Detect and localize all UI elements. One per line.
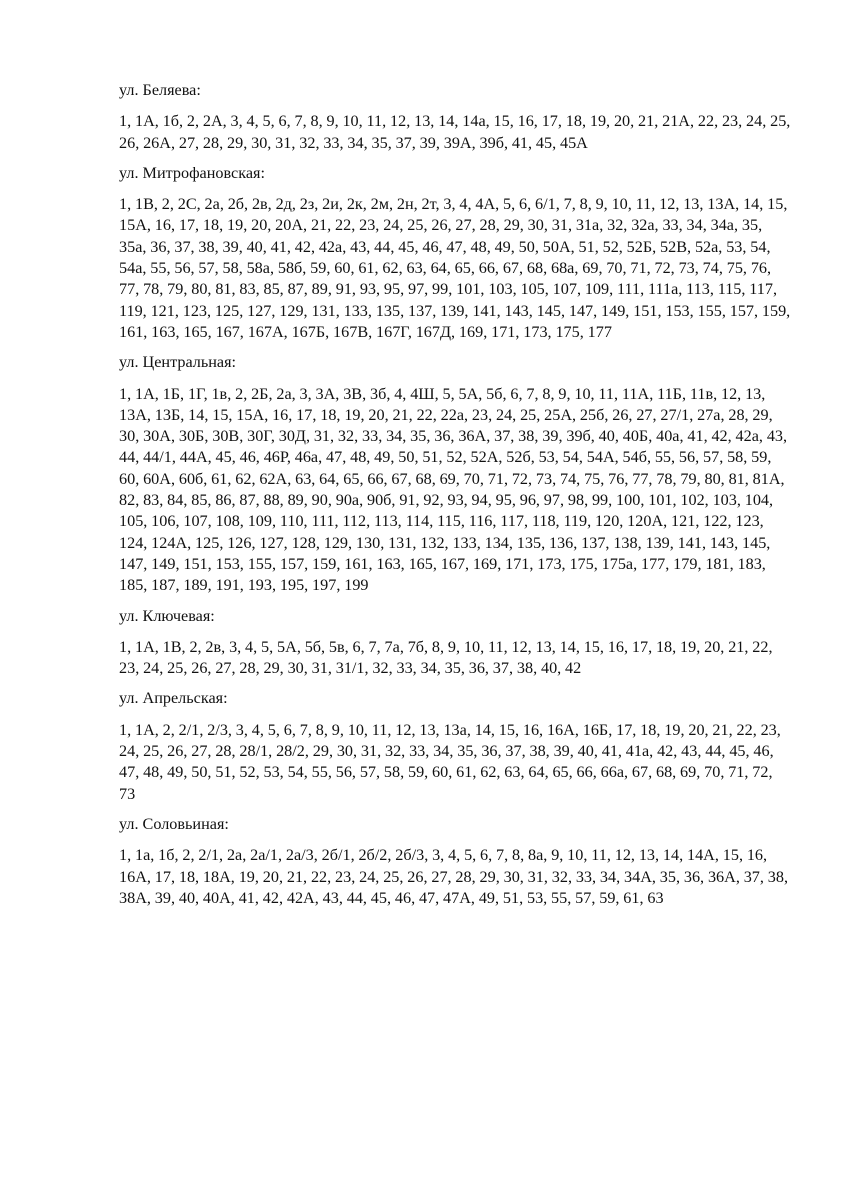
street-name: ул. Апрельская: xyxy=(119,689,228,708)
street-section-aprelskaya xyxy=(119,688,791,804)
street-name: ул. Центральная: xyxy=(119,353,237,372)
street-name: ул. Митрофановская: xyxy=(119,163,265,182)
street-name: ул. Ключевая: xyxy=(119,606,215,625)
house-number-list: 1, 1А, 1б, 2, 2А, 3, 4, 5, 6, 7, 8, 9, 10, 11, 12, 13, 14, 14а, 15, 16, 17, 18, 19, 20, 21, 21А, 22, 23, 24, 25, 26, 26А, 27, 28, 29, 30, 31, 32, 33, 34, 35, 37, 39, 39А, 39б, 41, 45, 45А xyxy=(119,112,791,152)
street-section-klyuchevaya xyxy=(119,606,791,680)
document-page xyxy=(119,80,791,918)
street-section-tsentralnaya xyxy=(119,352,791,596)
street-section-mitrofanovskaya xyxy=(119,163,791,343)
house-number-list: 1, 1а, 1б, 2, 2/1, 2а, 2а/1, 2а/3, 2б/1, 2б/2, 2б/3, 3, 4, 5, 6, 7, 8, 8а, 9, 10, 11, 12, 13, 14, 14А, 15, 16, 16А, 17, 18, 18А, 19, 20, 21, 22, 23, 24, 25, 26, 27, 28, 29, 30, 31, 32, 33, 34, 34А, 35, 36, 36А, 37, 38, 38А, 39, 40, 40А, 41, 42, 42А, 43, 44, 45, 46, 47, 47А, 49, 51, 53, 55, 57, 59, 61, 63 xyxy=(119,846,789,907)
house-number-list: 1, 1В, 2, 2С, 2а, 2б, 2в, 2д, 2з, 2и, 2к, 2м, 2н, 2т, 3, 4, 4А, 5, 6, 6/1, 7, 8, 9, 10, 11, 12, 13, 13А, 14, 15, 15А, 16, 17, 18, 19, 20, 20А, 21, 22, 23, 24, 25, 26, 27, 28, 29, 30, 31, 31а, 32, 32а, 33, 34, 34а, 35, 35а, 36, 37, 38, 39, 40, 41, 42, 42а, 43, 44, 45, 46, 47, 48, 49, 50, 50А, 51, 52, 52Б, 52В, 52а, 53, 54, 54а, 55, 56, 57, 58, 58а, 58б, 59, 60, 61, 62, 63, 64, 65, 66, 67, 68, 68а, 69, 70, 71, 72, 73, 74, 75, 76, 77, 78, 79, 80, 81, 83, 85, 87, 89, 91, 93, 95, 97, 99, 101, 103, 105, 107, 109, 111, 111а, 113, 115, 117, 119, 121, 123, 125, 127, 129, 131, 133, 135, 137, 139, 141, 143, 145, 147, 149, 151, 153, 155, 157, 159, 161, 163, 165, 167, 167А, 167Б, 167В, 167Г, 167Д, 169, 171, 173, 175, 177 xyxy=(119,195,791,341)
house-number-list: 1, 1А, 1В, 2, 2в, 3, 4, 5, 5А, 5б, 5в, 6, 7, 7а, 7б, 8, 9, 10, 11, 12, 13, 14, 15, 16, 17, 18, 19, 20, 21, 22, 23, 24, 25, 26, 27, 28, 29, 30, 31, 31/1, 32, 33, 34, 35, 36, 37, 38, 40, 42 xyxy=(119,637,773,678)
street-name: ул. Соловьиная: xyxy=(119,814,229,833)
house-number-list: 1, 1А, 1Б, 1Г, 1в, 2, 2Б, 2а, 3, 3А, 3В, 3б, 4, 4Ш, 5, 5А, 5б, 6, 7, 8, 9, 10, 11, 11А, 11Б, 11в, 12, 13, 13А, 13Б, 14, 15, 15А, 16, 17, 18, 19, 20, 21, 22, 22а, 23, 24, 25, 25А, 25б, 26, 27, 27/1, 27а, 28, 29, 30, 30А, 30Б, 30В, 30Г, 30Д, 31, 32, 33, 34, 35, 36, 36А, 37, 38, 39, 39б, 40, 40Б, 40а, 41, 42, 42а, 43, 44, 44/1, 44А, 45, 46, 46Р, 46а, 47, 48, 49, 50, 51, 52, 52А, 52б, 53, 54, 54А, 54б, 55, 56, 57, 58, 59, 60, 60А, 60б, 61, 62, 62А, 63, 64, 65, 66, 67, 68, 69, 70, 71, 72, 73, 74, 75, 76, 77, 78, 79, 80, 81, 81А, 82, 83, 84, 85, 86, 87, 88, 89, 90, 90а, 90б, 91, 92, 93, 94, 95, 96, 97, 98, 99, 100, 101, 102, 103, 104, 105, 106, 107, 108, 109, 110, 111, 112, 113, 114, 115, 116, 117, 118, 119, 120, 120А, 121, 122, 123, 124, 124А, 125, 126, 127, 128, 129, 130, 131, 132, 133, 134, 135, 136, 137, 138, 139, 141, 143, 145, 147, 149, 151, 153, 155, 157, 159, 161, 163, 165, 167, 169, 171, 173, 175, 175а, 177, 179, 181, 183, 185, 187, 189, 191, 193, 195, 197, 199 xyxy=(119,384,788,595)
street-name: ул. Беляева: xyxy=(119,81,201,99)
street-section-belyaeva xyxy=(119,80,791,154)
house-number-list: 1, 1А, 2, 2/1, 2/3, 3, 4, 5, 6, 7, 8, 9, 10, 11, 12, 13, 13а, 14, 15, 16, 16А, 16Б, 17, 18, 19, 20, 21, 22, 23, 24, 25, 26, 27, 28, 28/1, 28/2, 29, 30, 31, 32, 33, 34, 35, 36, 37, 38, 39, 40, 41, 41а, 42, 43, 44, 45, 46, 47, 48, 49, 50, 51, 52, 53, 54, 55, 56, 57, 58, 59, 60, 61, 62, 63, 64, 65, 66, 66а, 67, 68, 69, 70, 71, 72, 73 xyxy=(119,720,781,803)
street-section-solovinaya xyxy=(119,814,791,909)
